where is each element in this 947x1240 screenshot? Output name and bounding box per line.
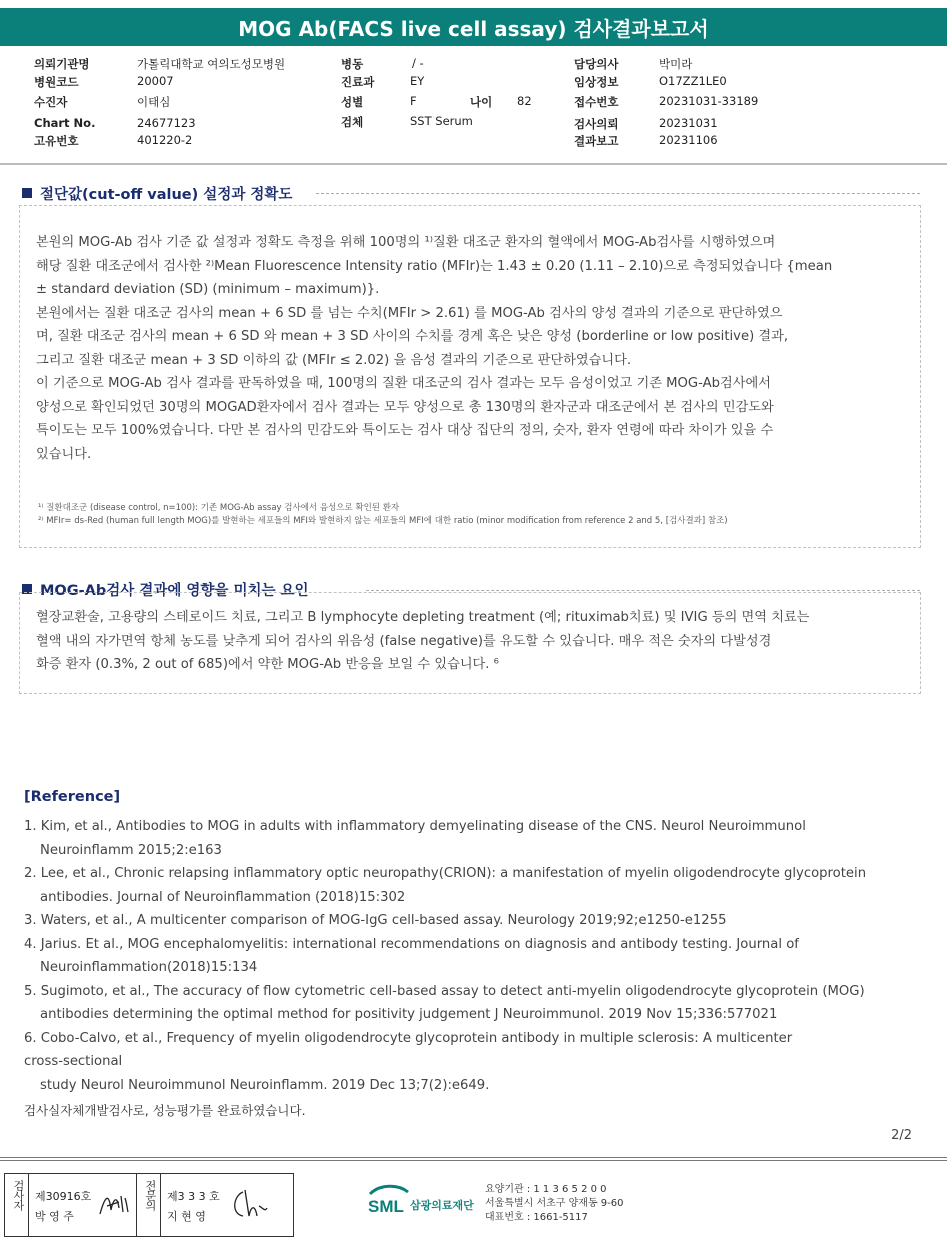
- info-value: EY: [410, 74, 425, 88]
- info-value: F: [410, 94, 417, 108]
- report-title-bar: [0, 8, 947, 46]
- info-label: 담당의사: [574, 57, 619, 71]
- info-label: 병동: [341, 57, 364, 71]
- info-label: 검체: [341, 115, 364, 129]
- body-line: 혈액 내의 자가면역 항체 농도를 낮추게 되어 검사의 위음성 (false negative)를 유도할 수 있습니다. 매우 적은 숫자의 다발성경: [36, 633, 772, 649]
- signature-box: [4, 1173, 294, 1237]
- section-heading-text: MOG-Ab검사 결과에 영향을 미치는 요인: [40, 583, 309, 599]
- closing-note: 검사실자체개발검사로, 성능평가를 완료하였습니다.: [24, 1103, 306, 1118]
- section-body-factors: [36, 606, 906, 677]
- section-heading-cutoff: [22, 183, 292, 204]
- examiner-name: 박 영 주: [35, 1210, 74, 1223]
- info-label: 성별: [341, 95, 364, 109]
- reference-line: cross-sectional: [24, 1054, 123, 1069]
- info-label: 수진자: [34, 95, 68, 109]
- info-label: Chart No.: [34, 116, 96, 130]
- body-line: 특이도는 모두 100%였습니다. 다만 본 검사의 민감도와 특이도는 검사 대상 집단의 정의, 숫자, 환자 연령에 따라 차이가 있을 수: [36, 423, 774, 438]
- reviewer-signature-icon: [229, 1186, 269, 1222]
- info-value: 이태심: [137, 95, 171, 109]
- info-value: 20007: [137, 74, 174, 88]
- info-value: 가톨릭대학교 여의도성모병원: [137, 57, 286, 71]
- info-value: 82: [517, 94, 532, 108]
- info-value: 401220-2: [137, 133, 193, 147]
- reference-line: 3. Waters, et al., A multicenter comparison of MOG-IgG cell-based assay. Neurology 2019;92;e1250-e1255: [24, 913, 727, 928]
- reviewer-license: 제3 3 3 호: [167, 1190, 220, 1203]
- page-number: 2/2: [891, 1128, 912, 1143]
- org-address-block: [485, 1183, 624, 1225]
- reference-line: 5. Sugimoto, et al., The accuracy of flow cytometric cell-based assay to detect anti-myelin oligodendrocyte glycoprotein (MOG): [24, 983, 865, 999]
- reference-line: Neuroinflammation(2018)15:134: [40, 960, 258, 975]
- reference-line: 1. Kim, et al., Antibodies to MOG in adults with inflammatory demyelinating disease of the CNS. Neurol Neuroimmunol: [24, 819, 806, 834]
- reference-line: Neuroinflamm 2015;2:e163: [40, 842, 222, 858]
- section-heading-text: 절단값(cut-off value) 설정과 정확도: [40, 187, 293, 203]
- info-value: 24677123: [137, 116, 196, 130]
- heading-rule: [316, 193, 920, 194]
- header-divider: [0, 163, 947, 165]
- org-address: 서울특별시 서초구 양재동 9-60: [485, 1198, 624, 1209]
- examiner-label: 검사자: [12, 1180, 25, 1210]
- reviewer-name: 지 현 영: [167, 1210, 206, 1223]
- examiner-signature-icon: [97, 1188, 131, 1222]
- info-label: 검사의뢰: [574, 117, 619, 131]
- examiner-label-cell: [5, 1174, 29, 1236]
- body-line: 이 기준으로 MOG-Ab 검사 결과를 판독하였을 때, 100명의 질환 대조군의 검사 결과는 모두 음성이었고 기존 MOG-Ab검사에서: [36, 376, 771, 391]
- footer-divider: [0, 1157, 947, 1158]
- report-title: MOG Ab(FACS live cell assay) 검사결과보고서: [238, 16, 709, 41]
- body-line: 그리고 질환 대조군 mean + 3 SD 이하의 값 (MFIr ≤ 2.02) 을 음성 결과의 기준으로 판단하였습니다.: [36, 352, 632, 368]
- footnote-1: ¹⁾ 질환대조군 (disease control, n=100): 기존 MOG-Ab assay 검사에서 음성으로 확인된 환자: [38, 503, 400, 513]
- info-value: / -: [412, 56, 424, 70]
- body-line: 본원의 MOG-Ab 검사 기준 값 설정과 정확도 측정을 위해 100명의 ¹⁾질환 대조군 환자의 혈액에서 MOG-Ab검사를 시행하였으며: [36, 235, 776, 250]
- body-line: ± standard deviation (SD) (minimum – maximum)}.: [36, 282, 380, 297]
- info-label: 병원코드: [34, 75, 79, 89]
- reviewer-label: 전문의: [144, 1180, 157, 1210]
- body-line: 며, 질환 대조군 검사의 mean + 6 SD 와 mean + 3 SD 사이의 수치를 경계 혹은 낮은 양성 (borderline or low positive) 결과,: [36, 329, 789, 344]
- org-code: 요양기관 : 1 1 3 6 5 2 0 0: [485, 1184, 607, 1195]
- reference-list: [24, 815, 924, 1097]
- info-label: 고유번호: [34, 134, 79, 148]
- reference-line: study Neurol Neuroimmunol Neuroinflamm. 2019 Dec 13;7(2):e649.: [40, 1077, 490, 1093]
- body-line: 화증 환자 (0.3%, 2 out of 685)에서 약한 MOG-Ab 반응을 보일 수 있습니다. ⁶: [36, 657, 499, 672]
- square-bullet-icon: [22, 188, 32, 198]
- reference-line: antibodies. Journal of Neuroinflammation (2018)15:302: [40, 889, 406, 905]
- reference-title: [Reference]: [24, 789, 121, 805]
- heading-rule: [366, 590, 920, 591]
- body-line: 있습니다.: [36, 446, 92, 462]
- info-label: 진료과: [341, 75, 375, 89]
- reference-line: 6. Cobo-Calvo, et al., Frequency of myelin oligodendrocyte glycoprotein antibody in multiple sclerosis: A multicenter: [24, 1030, 793, 1046]
- info-label: 임상정보: [574, 75, 619, 89]
- body-line: 본원에서는 질환 대조군 검사의 mean + 6 SD 를 넘는 수치(MFIr > 2.61) 를 MOG-Ab 검사의 양성 결과의 기준으로 판단하였으: [36, 305, 783, 321]
- info-value: 20231106: [659, 133, 718, 147]
- sml-logo-mark: SML: [368, 1197, 404, 1216]
- info-value: 20231031-33189: [659, 94, 759, 108]
- body-line: 양성으로 확인되었던 30명의 MOGAD환자에서 검사 결과는 모두 양성으로 총 130명의 환자군과 대조군에서 본 검사의 민감도와: [36, 399, 774, 415]
- examiner-cell: [29, 1174, 137, 1236]
- footnote-2: ²⁾ MFIr= ds-Red (human full length MOG)를 발현하는 세포들의 MFI와 발현하지 않는 세포들의 MFI에 대한 ratio (minor modification from reference 2 and 5, [검사결과] 참조): [38, 516, 728, 526]
- examiner-license: 제30916호: [35, 1190, 92, 1203]
- info-label: 접수번호: [574, 95, 619, 109]
- info-label: 나이: [470, 95, 493, 109]
- info-value: SST Serum: [410, 114, 473, 128]
- reference-line: antibodies determining the optimal method for positivity judgement J Neuroimmunol. 2019 Nov 15;336:577021: [40, 1007, 778, 1022]
- body-line: 해당 질환 대조군에서 검사한 ²⁾Mean Fluorescence Intensity ratio (MFIr)는 1.43 ± 0.20 (1.11 – 2.10)으로 측정되었습니다 {mean: [36, 258, 833, 274]
- info-value: 20231031: [659, 116, 718, 130]
- body-line: 혈장교환술, 고용량의 스테로이드 치료, 그리고 B lymphocyte depleting treatment (예; rituximab치료) 및 IVIG 등의 면역 치료는: [36, 610, 810, 625]
- section-body-cutoff: [36, 231, 906, 466]
- info-label: 결과보고: [574, 134, 619, 148]
- sml-logo: [366, 1182, 410, 1222]
- reference-line: 2. Lee, et al., Chronic relapsing inflammatory optic neuropathy(CRION): a manifestation of myelin oligodendrocyte glycoprotein: [24, 866, 867, 881]
- sml-logo-icon: [366, 1182, 410, 1218]
- footer-divider: [0, 1160, 947, 1161]
- org-phone: 대표번호 : 1661-5117: [485, 1212, 588, 1223]
- reviewer-label-cell: [137, 1174, 161, 1236]
- reviewer-cell: [161, 1174, 293, 1236]
- logo-name: 삼광의료재단: [410, 1199, 474, 1212]
- reference-line: 4. Jarius. Et al., MOG encephalomyelitis: international recommendations on diagnosis and antibody testing. Journal of: [24, 936, 799, 952]
- info-value: O17ZZ1LE0: [659, 74, 727, 88]
- info-value: 박미라: [659, 57, 693, 71]
- info-label: 의뢰기관명: [34, 57, 90, 71]
